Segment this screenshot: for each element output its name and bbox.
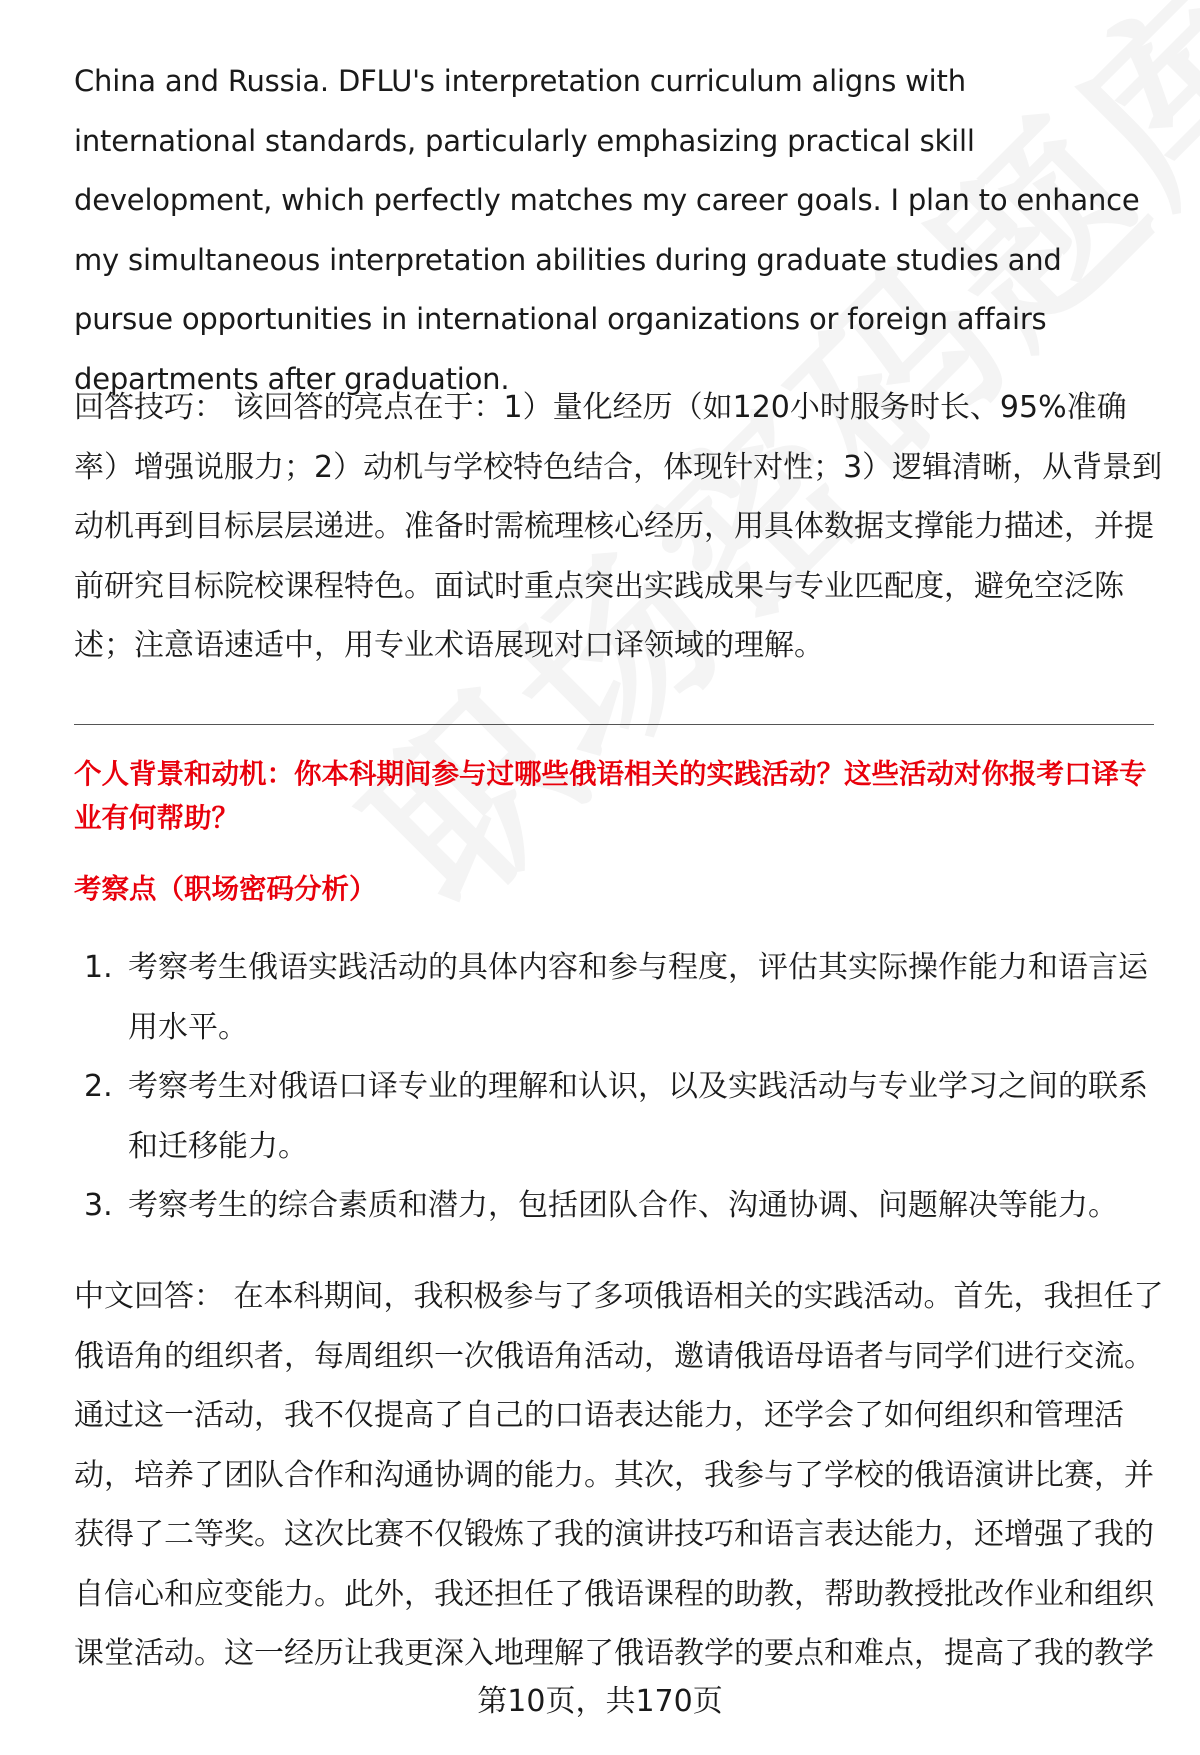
chinese-answer-paragraph (74, 1267, 1164, 1684)
answer-tips-label: 回答技巧： (74, 390, 224, 425)
list-item-number: 2. (84, 1069, 113, 1104)
list-item-number: 1. (84, 950, 113, 985)
section-divider (74, 724, 1154, 725)
list-item-number: 3. (84, 1188, 113, 1223)
list-item (74, 1057, 1154, 1176)
list-item-text: 考察考生俄语实践活动的具体内容和参与程度，评估其实际操作能力和语言运用水平。 (128, 950, 1148, 1045)
chinese-answer-text: 在本科期间，我积极参与了多项俄语相关的实践活动。首先，我担任了俄语角的组织者，每周组织一次俄语角活动，邀请俄语母语者与同学们进行交流。通过这一活动，我不仅提高了自己的口语表达能力，还学会了如何组织和管理活动，培养了团队合作和沟通协调的能力。其次，我参与了学校的俄语演讲比赛，并获得了二等奖。这次比赛不仅锻炼了我的演讲技巧和语言表达能力，还增强了我的自信心和应变能力。此外，我还担任了俄语课程的助教，帮助教授批改作业和组织课堂活动。这一经历让我更深入地理解了俄语教学的要点和难点，提高了我的教学 (74, 1279, 1164, 1671)
focus-heading: 考察点（职场密码分析） (74, 873, 377, 905)
page-footer: 第10页，共170页 (477, 1684, 723, 1719)
answer-tips-paragraph (74, 378, 1164, 676)
list-item (74, 1176, 1154, 1236)
list-item (74, 938, 1154, 1057)
answer-tips-text: 该回答的亮点在于：1）量化经历（如120小时服务时长、95%准确率）增强说服力；2）动机与学校特色结合，体现针对性；3）逻辑清晰，从背景到动机再到目标层层递进。准备时需梳理核心经历，用具体数据支撑能力描述，并提前研究目标院校课程特色。面试时重点突出实践成果与专业匹配度，避免空泛陈述；注意语速适中，用专业术语展现对口译领域的理解。 (74, 390, 1163, 663)
focus-points-list (74, 938, 1154, 1236)
question-heading: 个人背景和动机：你本科期间参与过哪些俄语相关的实践活动？这些活动对你报考口译专业有何帮助？ (74, 758, 1147, 834)
chinese-answer-label: 中文回答： (74, 1279, 224, 1314)
intro-english-paragraph: China and Russia. DFLU's interpretation curriculum aligns with international standards, particularly emphasizing practical skill development, which perfectly matches my career goals. I plan to enhance my simultaneous interpretation abilities during graduate studies and pursue opportunities in international organizations or foreign affairs departments after graduation. (74, 64, 1140, 396)
list-item-text: 考察考生对俄语口译专业的理解和认识，以及实践活动与专业学习之间的联系和迁移能力。 (128, 1069, 1148, 1164)
list-item-text: 考察考生的综合素质和潜力，包括团队合作、沟通协调、问题解决等能力。 (128, 1188, 1118, 1223)
